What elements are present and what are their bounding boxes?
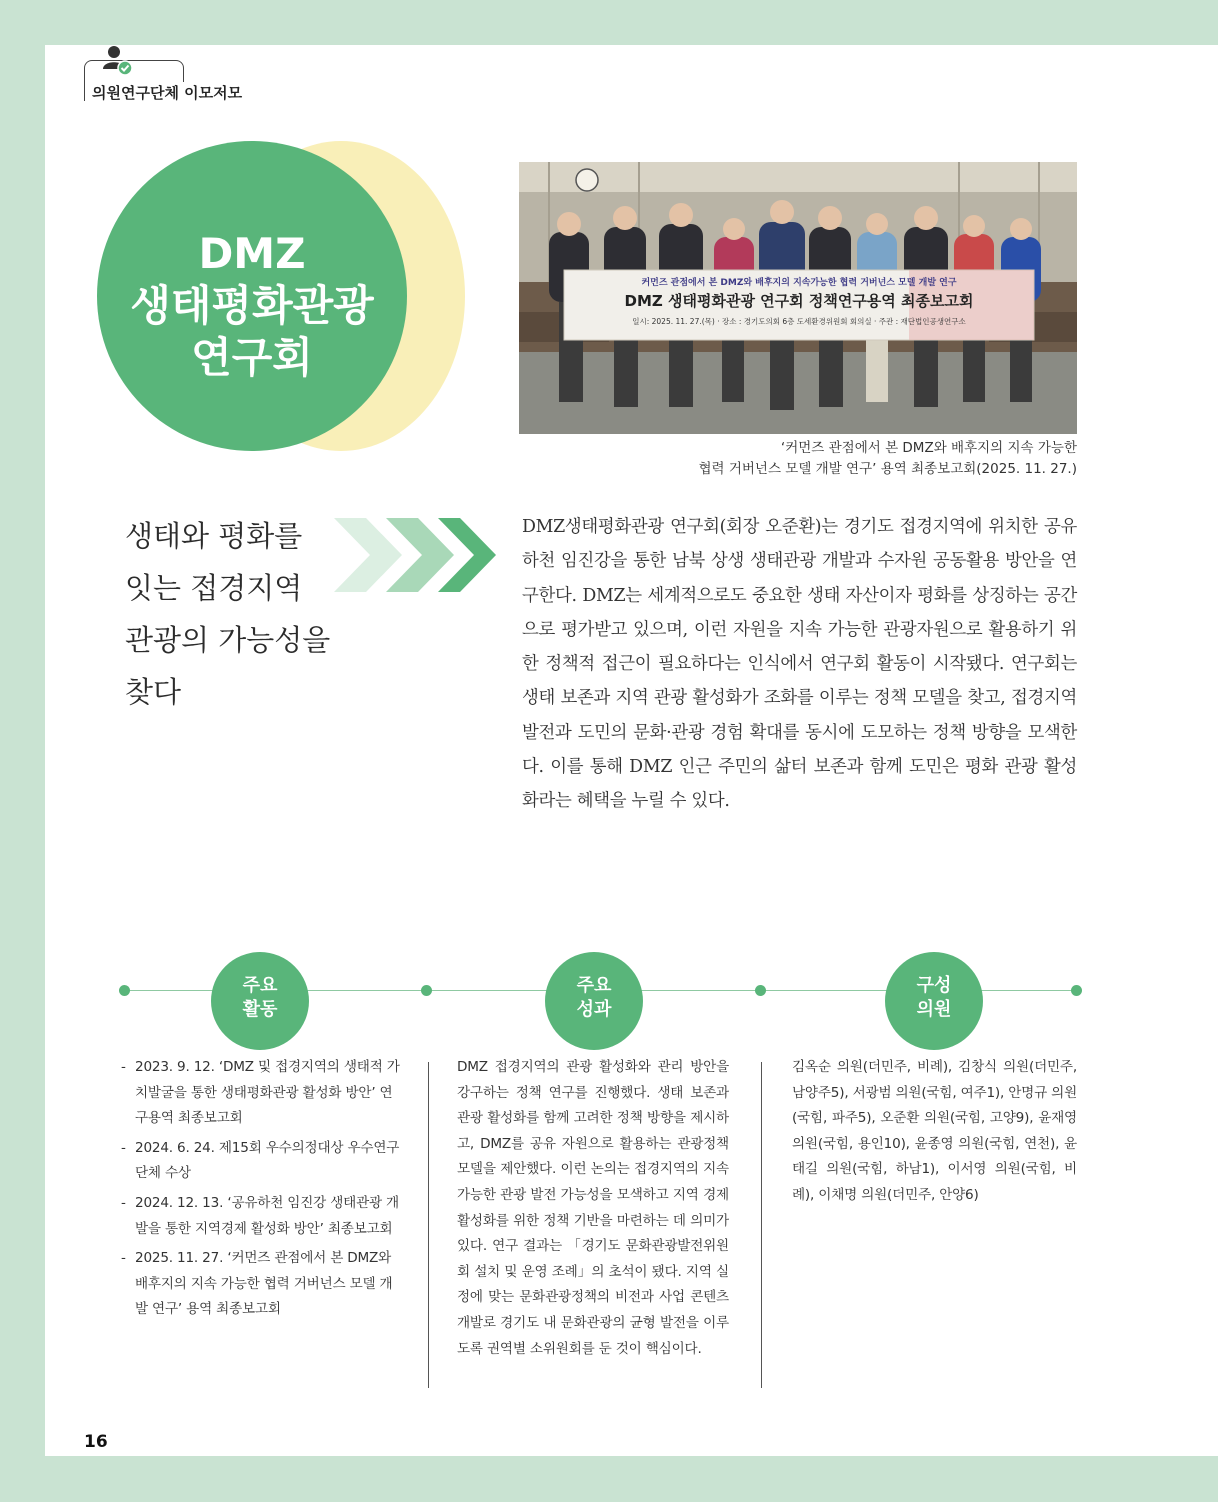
title-line-2: 생태평화관광 <box>130 281 374 330</box>
activity-item: - 2025. 11. 27. ‘커먼즈 관점에서 본 DMZ와 배후지의 지속 가능한 협력 거버넌스 모델 개발 연구’ 용역 최종보고회 <box>121 1246 405 1323</box>
banner-top-text: 커먼즈 관점에서 본 DMZ와 배후지의 지속가능한 협력 거버넌스 모델 개발 연구 <box>641 278 957 288</box>
badge-activities-line-2: 활동 <box>242 999 278 1020</box>
badge-activities-line-1: 주요 <box>242 975 278 996</box>
column-divider <box>761 1062 762 1388</box>
timeline-dot <box>755 985 766 996</box>
members-column <box>792 1055 1077 1209</box>
activities-column <box>121 1055 405 1327</box>
activity-item: - 2024. 12. 13. ‘공유하천 임진강 생태관광 개발을 통한 지역경제 활성화 방안’ 최종보고회 <box>121 1191 405 1242</box>
page-title <box>97 228 407 384</box>
photo-caption <box>640 438 1077 480</box>
column-divider <box>428 1062 429 1388</box>
banner-bottom-text: 일시: 2025. 11. 27.(목) · 장소 : 경기도의회 6층 도세환경위원회 회의실 · 주관 : 재단법인공생연구소 <box>632 317 966 326</box>
caption-line-1: ‘커먼즈 관점에서 본 DMZ와 배후지의 지속 가능한 <box>780 440 1077 456</box>
title-line-3: 연구회 <box>191 333 313 382</box>
badge-results <box>545 952 643 1050</box>
lede-line-1: 생태와 평화를 <box>125 519 303 553</box>
badge-members <box>885 952 983 1050</box>
badge-members-line-1: 구성 <box>916 975 952 996</box>
timeline-dot <box>1071 985 1082 996</box>
badge-activities <box>211 952 309 1050</box>
person-check-icon <box>100 43 136 79</box>
title-line-1: DMZ <box>198 229 306 278</box>
caption-line-2: 협력 거버넌스 모델 개발 연구’ 용역 최종보고회(2025. 11. 27.) <box>698 461 1077 477</box>
page-number: 16 <box>84 1432 108 1452</box>
intro-paragraph: DMZ생태평화관광 연구회(회장 오준환)는 경기도 접경지역에 위치한 공유하천 임진강을 통한 남북 상생 생태관광 개발과 수자원 공동활용 방안을 연구한다. DMZ는 세계적으로도 중요한 생태 자산이자 평화를 상징하는 공간으로 평가받고 있으며, 이런 자원을 지속 가능한 관광자원으로 활용하기 위한 정책적 접근이 필요하다는 인식에서 연구회 활동이 시작됐다. 연구회는 생태 보존과 지역 관광 활성화가 조화를 이루는 정책 모델을 찾고, 접경지역 발전과 도민의 문화·관광 경험 확대를 동시에 도모하는 정책 방향을 모색한다. 이를 통해 DMZ 인근 주민의 삶터 보존과 함께 도민은 평화 관광 활성화라는 혜택을 누릴 수 있다. <box>522 517 1077 812</box>
results-text: DMZ 접경지역의 관광 활성화와 관리 방안을 강구하는 정책 연구를 진행했다. 생태 보존과 관광 활성화를 함께 고려한 정책 방향을 제시하고, DMZ를 공유 자원으로 활용하는 관광정책 모델을 제안했다. 이런 논의는 접경지역의 지속 가능한 관광 발전 가능성을 모색하고 지역 경제 활성화를 위한 정책 기반을 마련하는 데 의미가 있다. 연구 결과는 「경기도 문화관광발전위원회 설치 및 운영 조례」의 초석이 됐다. 지역 실정에 맞는 문화관광정책의 비전과 사업 콘텐츠 개발로 경기도 내 문화관광의 균형 발전을 이루도록 권역별 소위원회를 둔 것이 핵심이다. <box>457 1059 729 1357</box>
lede-line-2: 잇는 접경지역 <box>125 571 303 605</box>
activities-list <box>121 1055 405 1323</box>
timeline-dot <box>421 985 432 996</box>
group-photo <box>519 162 1077 434</box>
badge-members-line-2: 의원 <box>916 999 952 1020</box>
section-label: 의원연구단체 이모저모 <box>92 82 246 103</box>
banner-main-text: DMZ 생태평화관광 연구회 정책연구용역 최종보고회 <box>624 292 974 310</box>
timeline-dot <box>119 985 130 996</box>
activity-item: - 2024. 6. 24. 제15회 우수의정대상 우수연구단체 수상 <box>121 1136 405 1187</box>
results-column <box>457 1055 729 1362</box>
members-text: 김옥순 의원(더민주, 비례), 김창식 의원(더민주, 남양주5), 서광범 의원(국힘, 여주1), 안명규 의원(국힘, 파주5), 오준환 의원(국힘, 고양9), 윤재영 의원(국힘, 용인10), 윤종영 의원(국힘, 연천), 윤태길 의원(국힘, 하남1), 이서영 의원(국힘, 비례), 이채명 의원(더민주, 안양6) <box>792 1059 1078 1203</box>
activity-item: - 2023. 9. 12. ‘DMZ 및 접경지역의 생태적 가치발굴을 통한 생태평화관광 활성화 방안’ 연구용역 최종보고회 <box>121 1055 405 1132</box>
badge-results-line-1: 주요 <box>576 975 612 996</box>
lede-line-4: 찾다 <box>125 675 182 709</box>
badge-results-line-2: 성과 <box>576 999 612 1020</box>
lede-line-3: 관광의 가능성을 <box>125 623 331 657</box>
chevrons-right-icon <box>326 512 498 598</box>
